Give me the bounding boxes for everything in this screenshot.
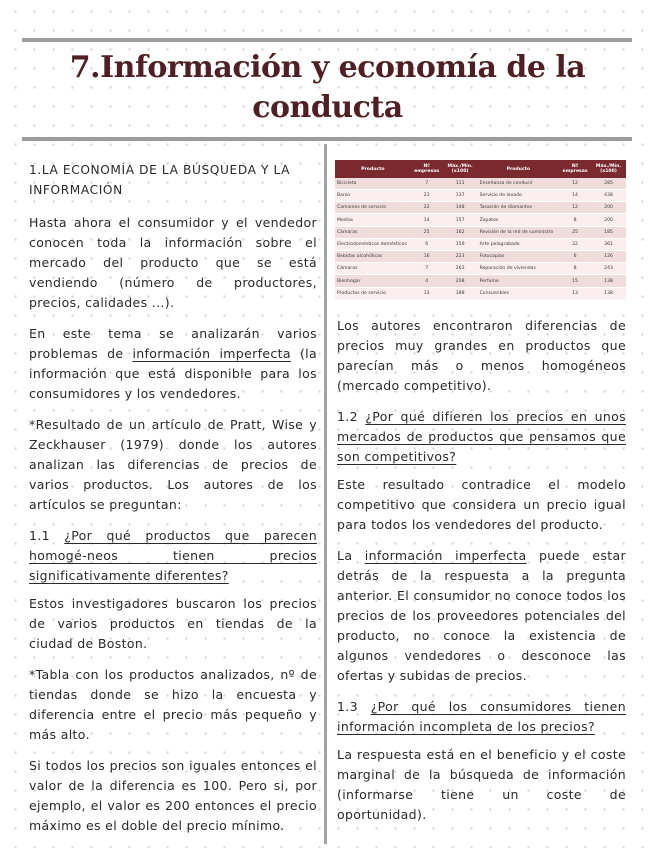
table-cell: 14: [559, 189, 591, 201]
table-cell: 438: [591, 189, 626, 201]
top-rule: [22, 38, 632, 42]
table-row: [335, 226, 626, 238]
table-cell: 22: [559, 238, 591, 250]
price-difference-paragraph: Si todos los precios son iguales entonces el valor de la diferencia es 100. Pero si, por ejemplo, el valor es 200 entonces el precio máximo es el doble del precio mínimo.: [29, 758, 317, 833]
table-cell: Banio: [335, 189, 411, 201]
question-1-2: [337, 407, 626, 467]
table-row: [335, 251, 626, 263]
table-cell: 138: [591, 275, 626, 287]
question-number: 1.3: [337, 699, 371, 714]
table-cell: 162: [443, 226, 478, 238]
table-cell: 285: [591, 178, 626, 189]
table-cell: 7: [411, 263, 443, 275]
table-header-row: [335, 160, 626, 178]
table-row: [335, 214, 626, 226]
article-paragraph: *Resultado de un artículo de Pratt, Wise y Zeckhauser (1979) donde los autores analizan las diferencias de precios de varios productos. Los autores de los artículos se preguntan:: [29, 417, 317, 512]
products-table: [335, 160, 626, 300]
table-cell: 148: [443, 202, 478, 214]
table-row: [335, 287, 626, 299]
table-description-paragraph: *Tabla con los productos analizados, nº de tiendas donde se hizo la encuesta y diferencia entre el precio más pequeño y más alto.: [29, 667, 317, 742]
table-cell: 200: [591, 202, 626, 214]
question-1-1: [29, 526, 317, 586]
imperfect-info-explanation: [337, 546, 626, 686]
table-cell: 159: [443, 238, 478, 250]
text-segment: La: [337, 548, 365, 563]
contradiction-paragraph: Este resultado contradice el modelo competitivo que considera un precio igual para todos los vendedores del producto.: [337, 477, 626, 532]
table-cell: 8: [559, 214, 591, 226]
question-text: ¿Por qué difieren los precios en unos mercados de productos que pensamos que son competitivos?: [337, 409, 626, 464]
table-cell: Bicicleta: [335, 178, 411, 189]
table-cell: 6: [559, 251, 591, 263]
table-cell: 138: [591, 287, 626, 299]
table-cell: 22: [411, 202, 443, 214]
table-cell: 13: [411, 287, 443, 299]
underlined-term: información imperfecta: [132, 346, 291, 361]
boston-paragraph: Estos investigadores buscaron los precios de varios productos en tiendas de la ciudad de Boston.: [29, 596, 317, 651]
table-cell: Servicio de lavado: [478, 189, 559, 201]
table-cell: 6: [411, 238, 443, 250]
header-cell: Nº empresas: [411, 160, 443, 178]
table-cell: 15: [559, 275, 591, 287]
table-cell: Consumibles: [478, 287, 559, 299]
text-segment: (la información que está disponible para los consumidores y los vendedores.: [29, 346, 318, 401]
table-cell: 13: [559, 287, 591, 299]
text-segment: puede estar detrás de la respuesta a la pregunta anterior. El consumidor no conoce todos los precios de los proveedores potenciales del producto, no conoce la existencia de algunos vendedores o desconoce las ofertas y subidas de precios.: [337, 548, 626, 683]
table-cell: 223: [443, 251, 478, 263]
right-column: [337, 316, 626, 836]
table-cell: 4: [411, 275, 443, 287]
page-title: 7.Información y economía de la conducta: [69, 50, 586, 125]
table-cell: Enseñanza de conducir: [478, 178, 559, 189]
intro-paragraph: Hasta ahora el consumidor y el vendedor conocen toda la información sobre el mercado del producto que se está vendiendo (número de productores, precios, calidades ...).: [29, 215, 317, 310]
table-cell: 14: [411, 214, 443, 226]
table-cell: Reparación de viviendas: [478, 263, 559, 275]
table-cell: Revisión de la red de suministro: [478, 226, 559, 238]
imperfect-info-paragraph: [29, 324, 317, 404]
table-row: [335, 263, 626, 275]
header-cell: Máx./Mín. (x100): [443, 160, 478, 178]
table-cell: Medias: [335, 214, 411, 226]
table-cell: 7: [411, 178, 443, 189]
table-cell: 157: [443, 214, 478, 226]
header-cell: Nº empresas: [559, 160, 591, 178]
table-cell: 263: [443, 263, 478, 275]
table-cell: 208: [443, 275, 478, 287]
question-number: 1.2: [337, 409, 366, 424]
table-cell: 8: [559, 263, 591, 275]
left-column: [29, 160, 317, 847]
table-row: [335, 202, 626, 214]
table-row: [335, 238, 626, 250]
table-cell: Tasación de diamantes: [478, 202, 559, 214]
question-number: 1.1: [29, 528, 65, 543]
table-cell: Camiones de servicio: [335, 202, 411, 214]
table-cell: Fotocopias: [478, 251, 559, 263]
table-cell: 188: [443, 287, 478, 299]
table-cell: Perfume: [478, 275, 559, 287]
table-cell: 185: [591, 226, 626, 238]
underlined-term: información imperfecta: [364, 548, 527, 563]
table-cell: 25: [559, 226, 591, 238]
table-cell: Bienhogar: [335, 275, 411, 287]
table-row: [335, 275, 626, 287]
table-cell: 361: [591, 238, 626, 250]
table-row: [335, 189, 626, 201]
table-cell: Arte pelograbado: [478, 238, 559, 250]
table-cell: Cámaras: [335, 263, 411, 275]
authors-finding-paragraph: Los autores encontraron diferencias de precios muy grandes en productos que parecían más o menos homogéneos (mercado competitivo).: [337, 318, 626, 393]
section-heading: 1.LA ECONOMÍA DE LA BÚSQUEDA Y LA INFORMACIÓN: [29, 163, 291, 197]
header-cell: Producto: [478, 160, 559, 178]
question-1-3: [337, 697, 626, 737]
table-row: [335, 178, 626, 189]
table-cell: 21: [411, 189, 443, 201]
question-text: ¿Por qué los consumidores tienen información incompleta de los precios?: [337, 699, 626, 734]
table-cell: 111: [443, 178, 478, 189]
text-segment: En este tema se analizarán varios problemas de: [29, 326, 317, 361]
table-cell: 12: [559, 178, 591, 189]
table-cell: Bebidas alcohólicas: [335, 251, 411, 263]
table-cell: 12: [559, 202, 591, 214]
table-cell: Cámaras: [335, 226, 411, 238]
header-cell: Producto: [335, 160, 411, 178]
table-cell: 200: [591, 214, 626, 226]
table-cell: Zapatos: [478, 214, 559, 226]
table-cell: Electrodomésticos domésticos: [335, 238, 411, 250]
table-cell: 137: [443, 189, 478, 201]
table-cell: 25: [411, 226, 443, 238]
marginal-cost-paragraph: La respuesta está en el beneficio y el coste marginal de la búsqueda de información (informarse tiene un coste de oportunidad).: [337, 747, 626, 822]
title-bottom-rule: [22, 137, 632, 141]
question-text: ¿Por qué productos que parecen homogé-neos tienen precios significativamente diferentes?: [29, 528, 317, 583]
header-cell: Máx./Mín. (x100): [591, 160, 626, 178]
column-divider: [324, 144, 327, 844]
table-cell: Productos de servicio: [335, 287, 411, 299]
table-cell: 16: [411, 251, 443, 263]
table-cell: 243: [591, 263, 626, 275]
table-cell: 126: [591, 251, 626, 263]
